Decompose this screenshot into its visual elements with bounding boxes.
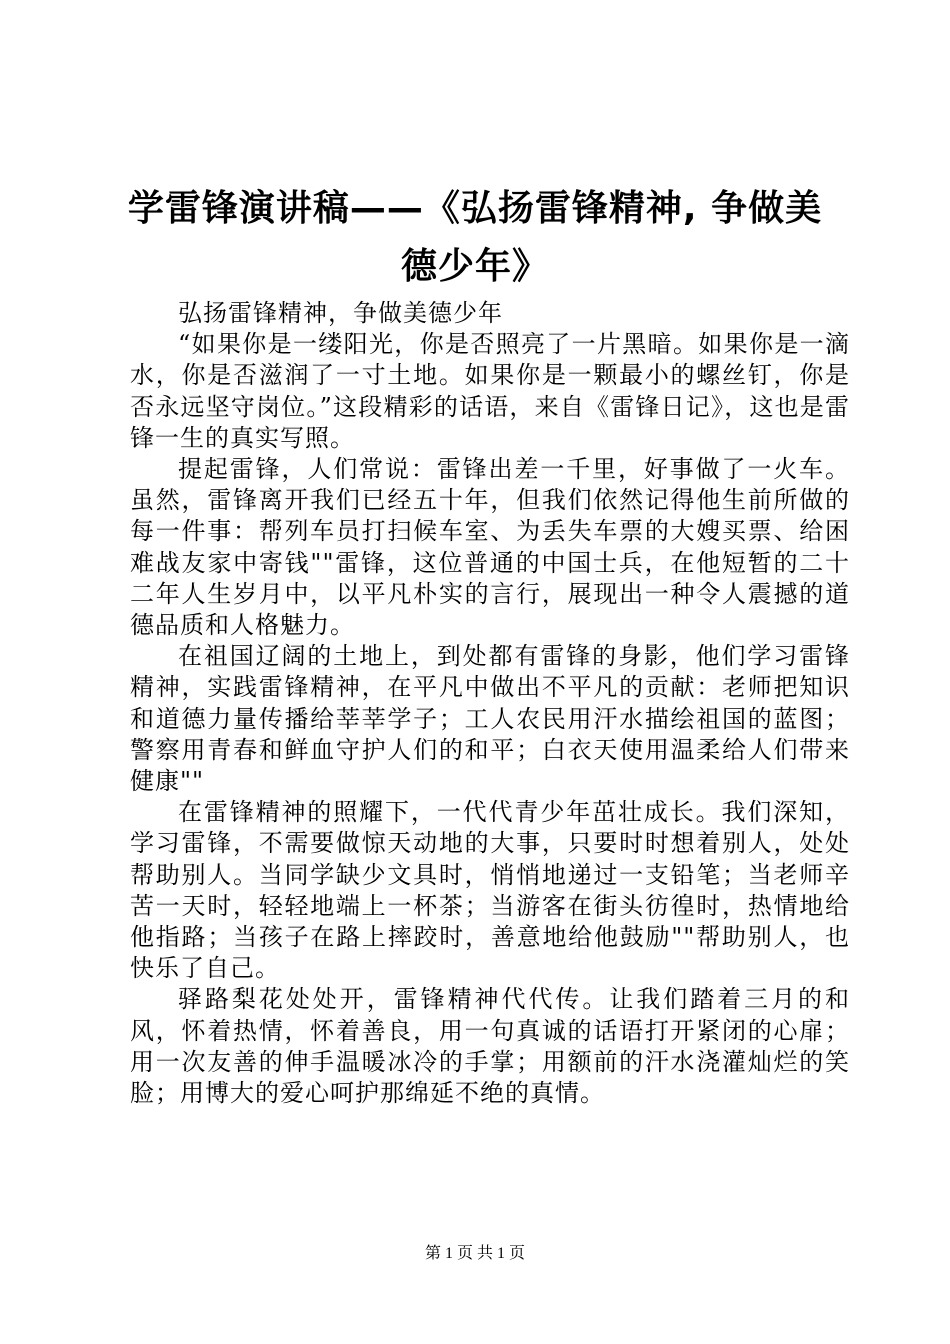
document-title: 学雷锋演讲稿——《弘扬雷锋精神, 争做美德少年》 [127,188,823,287]
document-body [130,298,850,1109]
paragraph: 在祖国辽阔的土地上，到处都有雷锋的身影，他们学习雷锋精神，实践雷锋精神，在平凡中做出不平凡的贡献：老师把知识和道德力量传播给莘莘学子；工人农民用汗水描绘祖国的蓝图；警察用青春和鲜血守护人们的和平；白衣天使用温柔给人们带来健康"" [130,642,850,796]
paragraph: “如果你是一缕阳光，你是否照亮了一片黑暗。如果你是一滴水，你是否滋润了一寸土地。如果你是一颗最小的螺丝钉，你是否永远坚守岗位。”这段精彩的话语，来自《雷锋日记》，这也是雷锋一生的真实写照。 [130,330,850,452]
page-footer: 第 1 页 共 1 页 [424,1245,525,1262]
paragraph: 在雷锋精神的照耀下，一代代青少年茁壮成长。我们深知，学习雷锋，不需要做惊天动地的大事，只要时时想着别人，处处帮助别人。当同学缺少文具时，悄悄地递过一支铅笔；当老师辛苦一天时，轻轻地端上一杯茶；当游客在街头彷徨时，热情地给他指路；当孩子在路上摔跤时，善意地给他鼓励""帮助别人，也快乐了自己。 [130,798,850,983]
paragraph: 驿路梨花处处开，雷锋精神代代传。让我们踏着三月的和风，怀着热情，怀着善良，用一句真诚的话语打开紧闭的心扉；用一次友善的伸手温暖冰冷的手掌；用额前的汗水浇灌灿烂的笑脸；用博大的爱心呵护那绵延不绝的真情。 [130,985,850,1108]
paragraph-subtitle: 弘扬雷锋精神，争做美德少年 [178,299,503,327]
paragraph: 提起雷锋，人们常说：雷锋出差一千里，好事做了一火车。虽然，雷锋离开我们已经五十年，但我们依然记得他生前所做的每一件事：帮列车员打扫候车室、为丢失车票的大嫂买票、给困难战友家中寄钱""雷锋，这位普通的中国士兵，在他短暂的二十二年人生岁月中，以平凡朴实的言行，展现出一种令人震撼的道德品质和人格魅力。 [130,455,850,640]
